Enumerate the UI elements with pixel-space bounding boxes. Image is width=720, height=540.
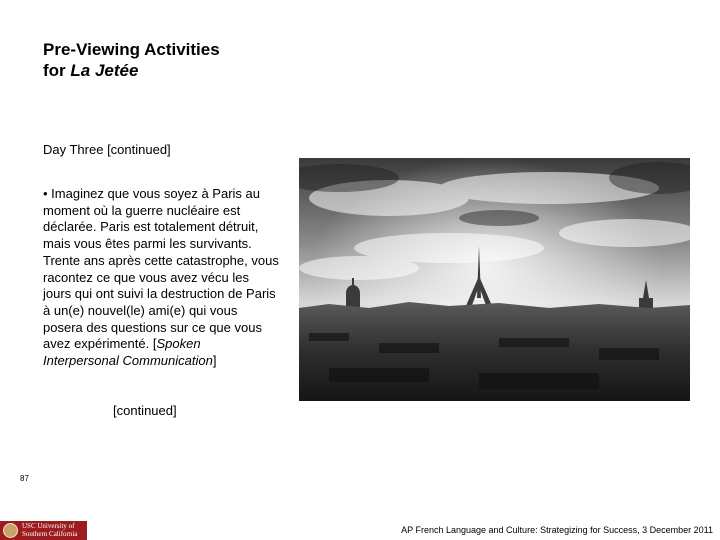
slide-number: 87 [20,474,29,483]
continued-label: [continued] [113,403,177,418]
title-line-2 [43,60,343,81]
film-title: La Jetée [70,61,139,80]
usc-seal-icon [3,523,18,538]
activity-close-bracket: ] [212,353,217,369]
title-line-1: Pre-Viewing Activities [43,40,220,59]
paris-skyline-photo [299,158,690,401]
activity-main-text: • Imaginez que vous soyez à Paris au moment où la guerre nucléaire est déclarée. Paris est totalement détruit, mais vous êtes parmi les survivants. Trente ans après cette catastrophe, vous racontez ce que vous avez vécu les jours qui ont suivi la destruction de Paris à un(e) nouvel(le) ami(e) qui vous posera des questions sur ce que vous avez expérimenté. [ [43,186,279,352]
activity-mode-label: Spoken Interpersonal Communication [43,336,213,369]
footer-citation: AP French Language and Culture: Strategizing for Success, 3 December 2011 [401,525,713,535]
usc-wordmark-line-1: USC University of [22,522,75,530]
title-prefix: for [43,61,71,80]
usc-wordmark-line-2: Southern California [22,530,78,538]
usc-wordmark [22,522,86,538]
day-subtitle: Day Three [continued] [43,142,171,157]
usc-logo [0,521,87,540]
slide-title [43,39,343,81]
activity-text [43,186,279,370]
